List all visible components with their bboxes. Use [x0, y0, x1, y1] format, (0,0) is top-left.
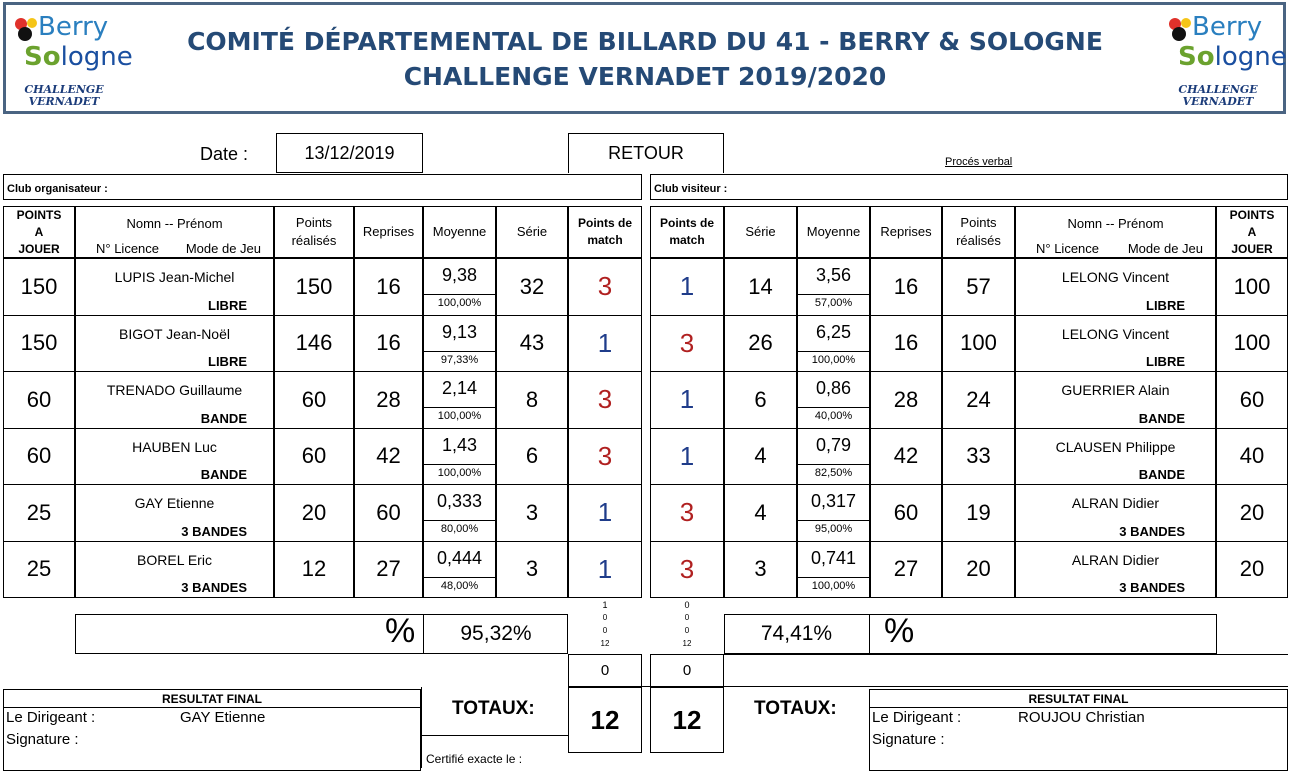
- right-row-2-name: [1015, 315, 1216, 373]
- stack-value: 0: [602, 613, 608, 622]
- left-row-4-paj: [3, 428, 75, 486]
- left-row-6-moy: [423, 541, 496, 599]
- game-mode: BANDE: [1138, 410, 1185, 426]
- points-realises: 33: [966, 443, 991, 469]
- right-dirigeant-label: Le Dirigeant :: [872, 709, 962, 726]
- stack-value: 12: [600, 639, 610, 648]
- right-total: 12: [650, 687, 724, 753]
- header-nom-prenom: Nomn -- Prénom: [1067, 216, 1164, 231]
- moyenne-pct: 57,00%: [814, 297, 853, 309]
- right-row-3-rep: [870, 371, 942, 429]
- left-row-6-paj: [3, 541, 75, 599]
- left-row-2-moy: [423, 315, 496, 373]
- right-row-4-rep: [870, 428, 942, 486]
- points-a-jouer: 100: [1233, 273, 1271, 299]
- moyenne-value: 9,38: [424, 263, 495, 295]
- right-signature-label: Signature :: [872, 731, 945, 748]
- left-row-6-serie: [496, 541, 568, 599]
- left-header-moy: [423, 206, 496, 258]
- moyenne-value: 6,25: [798, 320, 869, 352]
- moyenne-pct: 82,50%: [814, 466, 853, 479]
- game-mode: LIBRE: [208, 354, 247, 369]
- points-a-jouer: 150: [20, 330, 58, 356]
- header-points_match: Points de: [577, 216, 632, 230]
- header-points_match: match: [669, 233, 705, 247]
- logo-berry-text: Berry: [1192, 12, 1263, 42]
- stack-value: 0: [602, 626, 608, 635]
- right-row-3-pm: [650, 371, 724, 429]
- left-header-paj: [3, 206, 75, 258]
- points-a-jouer: 150: [20, 273, 58, 299]
- right-row-1-serie: [724, 258, 797, 316]
- match-points: 3: [679, 553, 695, 584]
- header-points_a_jouer: A: [1247, 224, 1257, 239]
- club-visiteur-bar: [650, 174, 1288, 200]
- left-signature-label: Signature :: [6, 731, 79, 748]
- right-row-4-pr: [942, 428, 1015, 486]
- match-points: 3: [679, 497, 695, 528]
- left-row-1-rep: [354, 258, 423, 316]
- serie: 3: [525, 499, 539, 525]
- header-points_realises: Points: [295, 215, 333, 230]
- right-row-2-pr: [942, 315, 1015, 373]
- points-a-jouer: 60: [26, 443, 52, 469]
- player-name: GUERRIER Alain: [1061, 382, 1170, 398]
- moyenne-value: 3,56: [798, 263, 869, 295]
- left-row-4-pr: [274, 428, 354, 486]
- left-row-2-paj: [3, 315, 75, 373]
- header-points_a_jouer: POINTS: [16, 207, 62, 222]
- points-realises: 12: [301, 556, 327, 582]
- left-row-3-paj: [3, 371, 75, 429]
- reprises: 27: [893, 556, 919, 582]
- match-points: 1: [597, 553, 613, 584]
- divider: [421, 735, 568, 736]
- moyenne-value: 0,333: [424, 489, 495, 521]
- left-row-2-pm: [568, 315, 642, 373]
- left-row-4-name: [75, 428, 274, 486]
- moyenne-pct: 100,00%: [811, 579, 856, 592]
- points-realises: 57: [966, 273, 991, 299]
- right-header-pm: [650, 206, 724, 258]
- left-row-5-pr: [274, 484, 354, 542]
- reprises: 42: [376, 443, 401, 469]
- header-points_a_jouer: A: [34, 224, 44, 239]
- club-visiteur-label: Club visiteur :: [654, 183, 728, 195]
- stack-value: 0: [684, 599, 690, 610]
- match-points: 3: [679, 327, 695, 358]
- stack-value: 0: [684, 613, 690, 622]
- game-mode: LIBRE: [1146, 297, 1185, 313]
- points-realises: 24: [966, 386, 991, 412]
- serie: 6: [754, 386, 767, 412]
- right-row-3-pr: [942, 371, 1015, 429]
- moyenne-pct: 100,00%: [437, 410, 482, 422]
- left-row-5-paj: [3, 484, 75, 542]
- left-row-3-pr: [274, 371, 354, 429]
- reprises: 16: [893, 273, 919, 299]
- right-header-paj: [1216, 206, 1288, 258]
- right-row-6-pm: [650, 541, 724, 599]
- left-stack: [568, 598, 642, 650]
- logo-right: [1162, 8, 1287, 108]
- reprises: 16: [893, 330, 919, 356]
- right-header-rep: [870, 206, 942, 258]
- moyenne-pct: 100,00%: [437, 297, 482, 309]
- header-nom-prenom: Nomn -- Prénom: [126, 216, 223, 231]
- left-totaux-label: TOTAUX:: [452, 698, 535, 719]
- club-organisateur-label: Club organisateur :: [7, 183, 108, 195]
- right-row-1-pr: [942, 258, 1015, 316]
- player-name: ALRAN Didier: [1071, 551, 1160, 568]
- left-row-1-paj: [3, 258, 75, 316]
- right-row-3-paj: [1216, 371, 1288, 429]
- right-row-2-moy: [797, 315, 870, 373]
- left-row-3-name: [75, 371, 274, 429]
- player-name: LUPIS Jean-Michel: [114, 269, 235, 285]
- right-row-6-name: [1015, 541, 1216, 599]
- right-row-5-moy: [797, 484, 870, 542]
- right-row-5-name: [1015, 484, 1216, 542]
- left-dirigeant-name: GAY Etienne: [180, 709, 266, 726]
- match-points: 3: [597, 440, 613, 471]
- left-row-3-rep: [354, 371, 423, 429]
- left-pct-symbol: %: [385, 612, 416, 650]
- left-total: 12: [568, 687, 642, 753]
- left-zero-cell: 0: [568, 654, 642, 687]
- left-row-1-moy: [423, 258, 496, 316]
- points-a-jouer: 20: [1239, 556, 1265, 582]
- points-realises: 60: [301, 386, 327, 412]
- serie: 8: [525, 386, 539, 412]
- player-name: GAY Etienne: [134, 495, 215, 511]
- left-result-title: RESULTAT FINAL: [3, 690, 421, 708]
- right-row-1-pm: [650, 258, 724, 316]
- right-row-6-serie: [724, 541, 797, 599]
- left-header-name: [75, 206, 274, 258]
- reprises: 16: [376, 273, 401, 299]
- page-title: COMITÉ DÉPARTEMENTAL DE BILLARD DU 41 - BERRY & SOLOGNE: [187, 27, 1103, 56]
- moyenne-pct: 80,00%: [440, 523, 479, 535]
- header-serie: Série: [745, 224, 776, 239]
- match-points: 3: [597, 384, 613, 415]
- left-row-5-moy: [423, 484, 496, 542]
- right-pct-symbol: %: [884, 612, 915, 650]
- points-realises: 146: [295, 330, 333, 356]
- player-name: BOREL Eric: [137, 551, 212, 568]
- match-points: 1: [679, 440, 695, 471]
- right-row-5-serie: [724, 484, 797, 542]
- header-points_match: match: [587, 233, 623, 247]
- right-row-4-name: [1015, 428, 1216, 486]
- reprises: 28: [893, 386, 919, 412]
- reprises: 42: [893, 443, 919, 469]
- left-row-4-rep: [354, 428, 423, 486]
- left-row-3-pm: [568, 371, 642, 429]
- left-header-serie: [496, 206, 568, 258]
- page-subtitle: CHALLENGE VERNADET 2019/2020: [403, 62, 887, 91]
- game-mode: BANDE: [200, 467, 247, 482]
- left-row-4-pm: [568, 428, 642, 486]
- points-a-jouer: 100: [1233, 330, 1271, 356]
- match-points: 1: [679, 384, 695, 415]
- serie: 43: [519, 330, 545, 356]
- points-realises: 20: [301, 499, 327, 525]
- match-points: 1: [597, 327, 613, 358]
- logo-sologne-text: Sologne: [24, 42, 133, 72]
- moyenne-value: 9,13: [424, 320, 495, 352]
- divider: [724, 654, 1288, 655]
- logo-berry-text: Berry: [38, 12, 109, 42]
- right-result-title: RESULTAT FINAL: [869, 690, 1288, 708]
- points-realises: 150: [295, 273, 333, 299]
- moyenne-pct: 100,00%: [811, 353, 856, 366]
- header-mode: Mode de Jeu: [185, 241, 261, 256]
- game-mode: 3 BANDES: [1119, 580, 1185, 595]
- left-row-2-serie: [496, 315, 568, 373]
- right-dirigeant-name: ROUJOU Christian: [1018, 709, 1145, 726]
- reprises: 16: [376, 330, 401, 356]
- left-row-1-pm: [568, 258, 642, 316]
- header-points_a_jouer: JOUER: [1231, 241, 1273, 256]
- left-row-1-serie: [496, 258, 568, 316]
- right-row-2-rep: [870, 315, 942, 373]
- game-mode: LIBRE: [208, 297, 247, 313]
- header-licence: N° Licence: [96, 241, 160, 256]
- game-mode: 3 BANDES: [1119, 523, 1185, 539]
- left-row-4-moy: [423, 428, 496, 486]
- game-mode: 3 BANDES: [181, 580, 247, 595]
- game-mode: BANDE: [200, 410, 247, 426]
- left-header-pr: [274, 206, 354, 258]
- right-header-serie: [724, 206, 797, 258]
- serie: 32: [519, 273, 545, 299]
- moyenne-value: 0,444: [424, 546, 495, 578]
- left-dirigeant-label: Le Dirigeant :: [6, 709, 96, 726]
- moyenne-value: 0,317: [798, 489, 869, 521]
- points-a-jouer: 60: [26, 386, 52, 412]
- left-row-5-name: [75, 484, 274, 542]
- logo-caption: CHALLENGE VERNADET: [1178, 83, 1258, 108]
- serie: 3: [525, 556, 539, 582]
- header-moyenne: Moyenne: [432, 224, 487, 239]
- right-header-name: [1015, 206, 1216, 258]
- right-row-1-name: [1015, 258, 1216, 316]
- serie: 3: [754, 556, 767, 582]
- stack-value: 12: [682, 639, 692, 648]
- leg-label: RETOUR: [568, 133, 724, 173]
- moyenne-value: 0,79: [798, 433, 869, 465]
- header-licence: N° Licence: [1036, 241, 1100, 256]
- right-row-4-serie: [724, 428, 797, 486]
- left-row-6-pm: [568, 541, 642, 599]
- left-average-pct: 95,32%: [423, 614, 568, 654]
- right-row-6-pr: [942, 541, 1015, 599]
- left-row-3-moy: [423, 371, 496, 429]
- reprises: 60: [376, 499, 401, 525]
- player-name: ALRAN Didier: [1071, 495, 1160, 511]
- right-row-2-paj: [1216, 315, 1288, 373]
- left-row-5-rep: [354, 484, 423, 542]
- left-row-2-rep: [354, 315, 423, 373]
- serie: 6: [525, 443, 539, 469]
- left-row-6-rep: [354, 541, 423, 599]
- player-name: LELONG Vincent: [1061, 269, 1170, 285]
- logo-caption: CHALLENGE VERNADET: [24, 83, 104, 108]
- player-name: LELONG Vincent: [1061, 325, 1170, 342]
- match-points: 3: [597, 271, 613, 302]
- match-points: 1: [597, 497, 613, 528]
- player-name: CLAUSEN Philippe: [1055, 438, 1176, 455]
- reprises: 27: [376, 556, 401, 582]
- right-row-5-pm: [650, 484, 724, 542]
- left-row-4-serie: [496, 428, 568, 486]
- header-points_realises: réalisés: [956, 233, 1001, 248]
- left-header-pm: [568, 206, 642, 258]
- match-points: 1: [679, 271, 695, 302]
- player-name: BIGOT Jean-Noël: [118, 325, 230, 342]
- game-mode: LIBRE: [1146, 354, 1185, 369]
- points-a-jouer: 25: [26, 556, 52, 582]
- right-row-4-pm: [650, 428, 724, 486]
- moyenne-pct: 97,33%: [440, 353, 479, 366]
- game-mode: BANDE: [1138, 467, 1185, 482]
- date-field[interactable]: 13/12/2019: [276, 133, 423, 173]
- left-row-6-name: [75, 541, 274, 599]
- serie: 4: [754, 499, 767, 525]
- serie: 4: [754, 443, 767, 469]
- right-row-1-rep: [870, 258, 942, 316]
- right-row-6-rep: [870, 541, 942, 599]
- right-header-moy: [797, 206, 870, 258]
- right-stack: [650, 598, 724, 650]
- right-row-3-serie: [724, 371, 797, 429]
- logo-sologne-text: Sologne: [1178, 42, 1287, 72]
- left-row-2-pr: [274, 315, 354, 373]
- points-realises: 60: [301, 443, 327, 469]
- header-points_match: Points de: [659, 216, 714, 230]
- header-points_realises: Points: [960, 215, 997, 230]
- right-row-3-moy: [797, 371, 870, 429]
- header-mode: Mode de Jeu: [1127, 241, 1203, 256]
- left-row-2-name: [75, 315, 274, 373]
- club-organisateur-bar: [3, 174, 642, 200]
- moyenne-pct: 95,00%: [814, 523, 853, 535]
- moyenne-value: 0,86: [798, 376, 869, 408]
- date-label: Date :: [200, 144, 249, 164]
- reprises: 60: [893, 499, 919, 525]
- moyenne-value: 1,43: [424, 433, 495, 465]
- points-a-jouer: 20: [1239, 499, 1265, 525]
- points-a-jouer: 40: [1239, 443, 1265, 469]
- left-row-6-pr: [274, 541, 354, 599]
- stack-value: 1: [602, 599, 608, 610]
- right-row-5-rep: [870, 484, 942, 542]
- left-row-5-pm: [568, 484, 642, 542]
- proces-verbal-link[interactable]: Procés verbal: [945, 156, 1013, 168]
- moyenne-pct: 100,00%: [437, 466, 482, 479]
- moyenne-value: 2,14: [424, 376, 495, 408]
- right-row-2-serie: [724, 315, 797, 373]
- right-row-6-paj: [1216, 541, 1288, 599]
- right-totaux-label: TOTAUX:: [754, 698, 837, 719]
- right-row-2-pm: [650, 315, 724, 373]
- header-moyenne: Moyenne: [806, 224, 861, 239]
- right-row-3-name: [1015, 371, 1216, 429]
- game-mode: 3 BANDES: [181, 523, 247, 539]
- player-name: HAUBEN Luc: [132, 438, 217, 455]
- points-a-jouer: 25: [26, 499, 52, 525]
- left-row-3-serie: [496, 371, 568, 429]
- certifie-label: Certifié exacte le :: [426, 752, 523, 766]
- right-row-4-moy: [797, 428, 870, 486]
- player-name: TRENADO Guillaume: [106, 382, 243, 398]
- serie: 26: [748, 330, 773, 356]
- reprises: 28: [376, 386, 401, 412]
- points-realises: 19: [966, 499, 991, 525]
- left-row-1-pr: [274, 258, 354, 316]
- right-header-pr: [942, 206, 1015, 258]
- header-banner: [3, 2, 1286, 114]
- header-reprises: Reprises: [362, 224, 415, 239]
- logo-left: [8, 8, 133, 108]
- header-points_realises: réalisés: [291, 233, 337, 248]
- header-points_a_jouer: JOUER: [18, 241, 60, 256]
- right-row-4-paj: [1216, 428, 1288, 486]
- right-row-5-pr: [942, 484, 1015, 542]
- left-row-5-serie: [496, 484, 568, 542]
- moyenne-pct: 48,00%: [440, 579, 479, 592]
- right-row-1-paj: [1216, 258, 1288, 316]
- moyenne-value: 0,741: [798, 546, 869, 578]
- points-realises: 100: [960, 330, 997, 356]
- points-realises: 20: [966, 556, 991, 582]
- right-zero-cell: 0: [650, 654, 724, 687]
- stack-value: 0: [684, 626, 690, 635]
- left-header-rep: [354, 206, 423, 258]
- moyenne-pct: 40,00%: [814, 410, 853, 422]
- right-row-5-paj: [1216, 484, 1288, 542]
- right-row-6-moy: [797, 541, 870, 599]
- header-reprises: Reprises: [880, 224, 932, 239]
- points-a-jouer: 60: [1239, 386, 1265, 412]
- serie: 14: [748, 273, 773, 299]
- right-row-1-moy: [797, 258, 870, 316]
- left-row-1-name: [75, 258, 274, 316]
- header-points_a_jouer: POINTS: [1229, 207, 1275, 222]
- right-average-pct: 74,41%: [724, 614, 870, 654]
- header-serie: Série: [516, 224, 548, 239]
